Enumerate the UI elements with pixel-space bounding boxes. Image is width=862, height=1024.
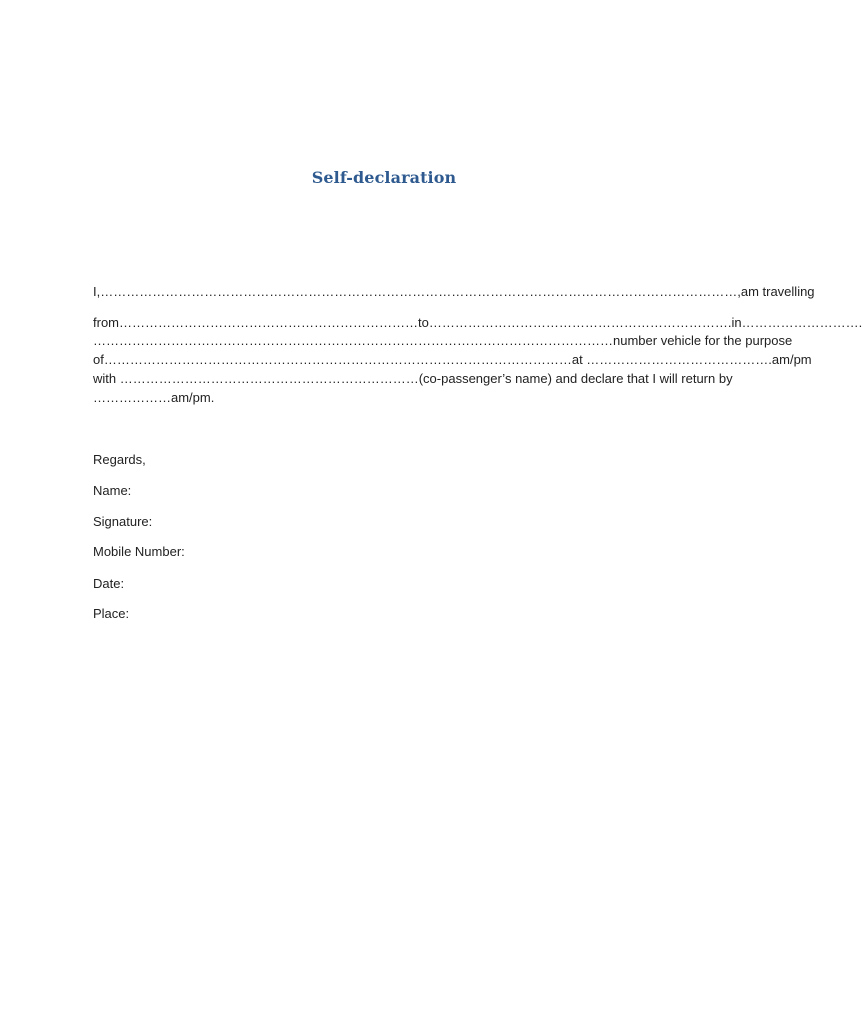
body-line-4: [93, 352, 812, 367]
body-line-6-text: ………………am/pm.: [93, 390, 215, 405]
closing-date-label: Date:: [93, 576, 125, 591]
page-title: Self-declaration: [311, 168, 457, 187]
body-line-6: [93, 390, 693, 405]
body-line-5-text: with ……………………………………………………………(co-passenger’s name) and declare that I will return by: [93, 371, 733, 386]
body-line-1: [93, 284, 815, 299]
body-line-3-text: …………………………………………………………………………………………………………number vehicle for the purpose: [93, 333, 793, 348]
body-line-1-part-1: I,…………………………………………………………………………………………………………………………………,: [93, 284, 741, 299]
body-line-2-text: from……………………………………………………………to…………………………………………………………….in……………………….: [93, 315, 862, 330]
closing-signature-label: Signature:: [93, 514, 153, 529]
closing-name-label: Name:: [93, 483, 132, 498]
closing-mobile-label: Mobile Number:: [93, 544, 185, 559]
closing-place-label: Place:: [93, 606, 130, 621]
body-line-4-text: of………………………………………………………………………………………………at …………………………………….am/pm: [93, 352, 812, 367]
body-line-1-part-2: am travelling: [740, 284, 815, 299]
body-line-3: [93, 333, 793, 348]
closing-regards: Regards,: [93, 452, 146, 467]
body-line-2: [93, 315, 862, 330]
body-line-5: [93, 371, 733, 386]
